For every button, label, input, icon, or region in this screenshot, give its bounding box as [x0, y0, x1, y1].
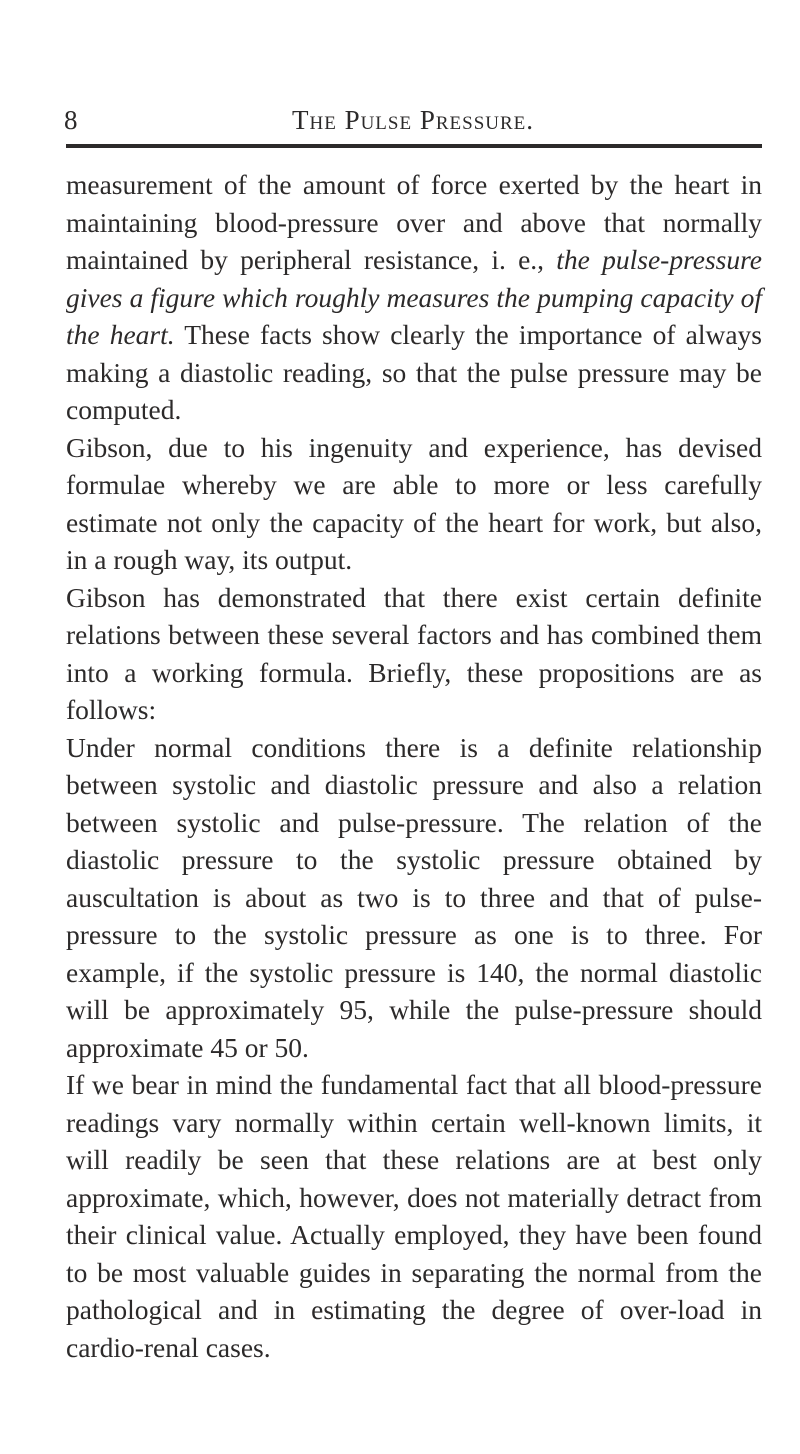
paragraph-1-text-end: These facts show clearly the importance of always making a diastolic reading, so that the pulse pressure may be computed. [66, 319, 762, 425]
paragraph-3: Gibson has demonstrated that there exist certain definite relations between these several factors and has combined them into a working formula. Briefly, these propositions are as follows: [66, 581, 762, 725]
paragraph-1-text: measurement of the amount of force exerted by the heart in maintaining blood-pressure over and above that normally maintained by peripheral resistance, i. e., [66, 169, 762, 275]
paragraph-1 [66, 166, 762, 429]
running-title: The Pulse Pressure. [292, 105, 535, 135]
body-text [66, 166, 762, 1366]
paragraph-1-italic: the pulse-pressure gives a figure which roughly measures the pumping capacity of the heart. [66, 244, 763, 350]
running-head [64, 100, 764, 140]
page-number: 8 [64, 105, 79, 135]
paragraph-5: If we bear in mind the fundamental fact that all blood-pressure readings vary normally within certain well-known limits, it will readily be seen that these relations are at best only approximate, which, however, does not materially detract from their clinical value. Actually employed, they have been found to be most valuable guides in separating the normal from the pathological and in estimating the degree of over-load in cardio-renal cases. [66, 1069, 762, 1363]
paragraph-4: Under normal conditions there is a definite relationship between systolic and diastolic pressure and also a relation between systolic and pulse-pressure. The relation of the diastolic pressure to the systolic pressure obtained by auscultation is about as two is to three and that of pulse-pressure to the systolic pressure as one is to three. For example, if the systolic pressure is 140, the normal diastolic will be approximately 95, while the pulse-pressure should approximate 45 or 50. [66, 731, 762, 1063]
header-rule [66, 144, 762, 148]
paragraph-2: Gibson, due to his ingenuity and experience, has devised formulae whereby we are able to more or less carefully estimate not only the capacity of the heart for work, but also, in a rough way, its output. [66, 431, 762, 575]
